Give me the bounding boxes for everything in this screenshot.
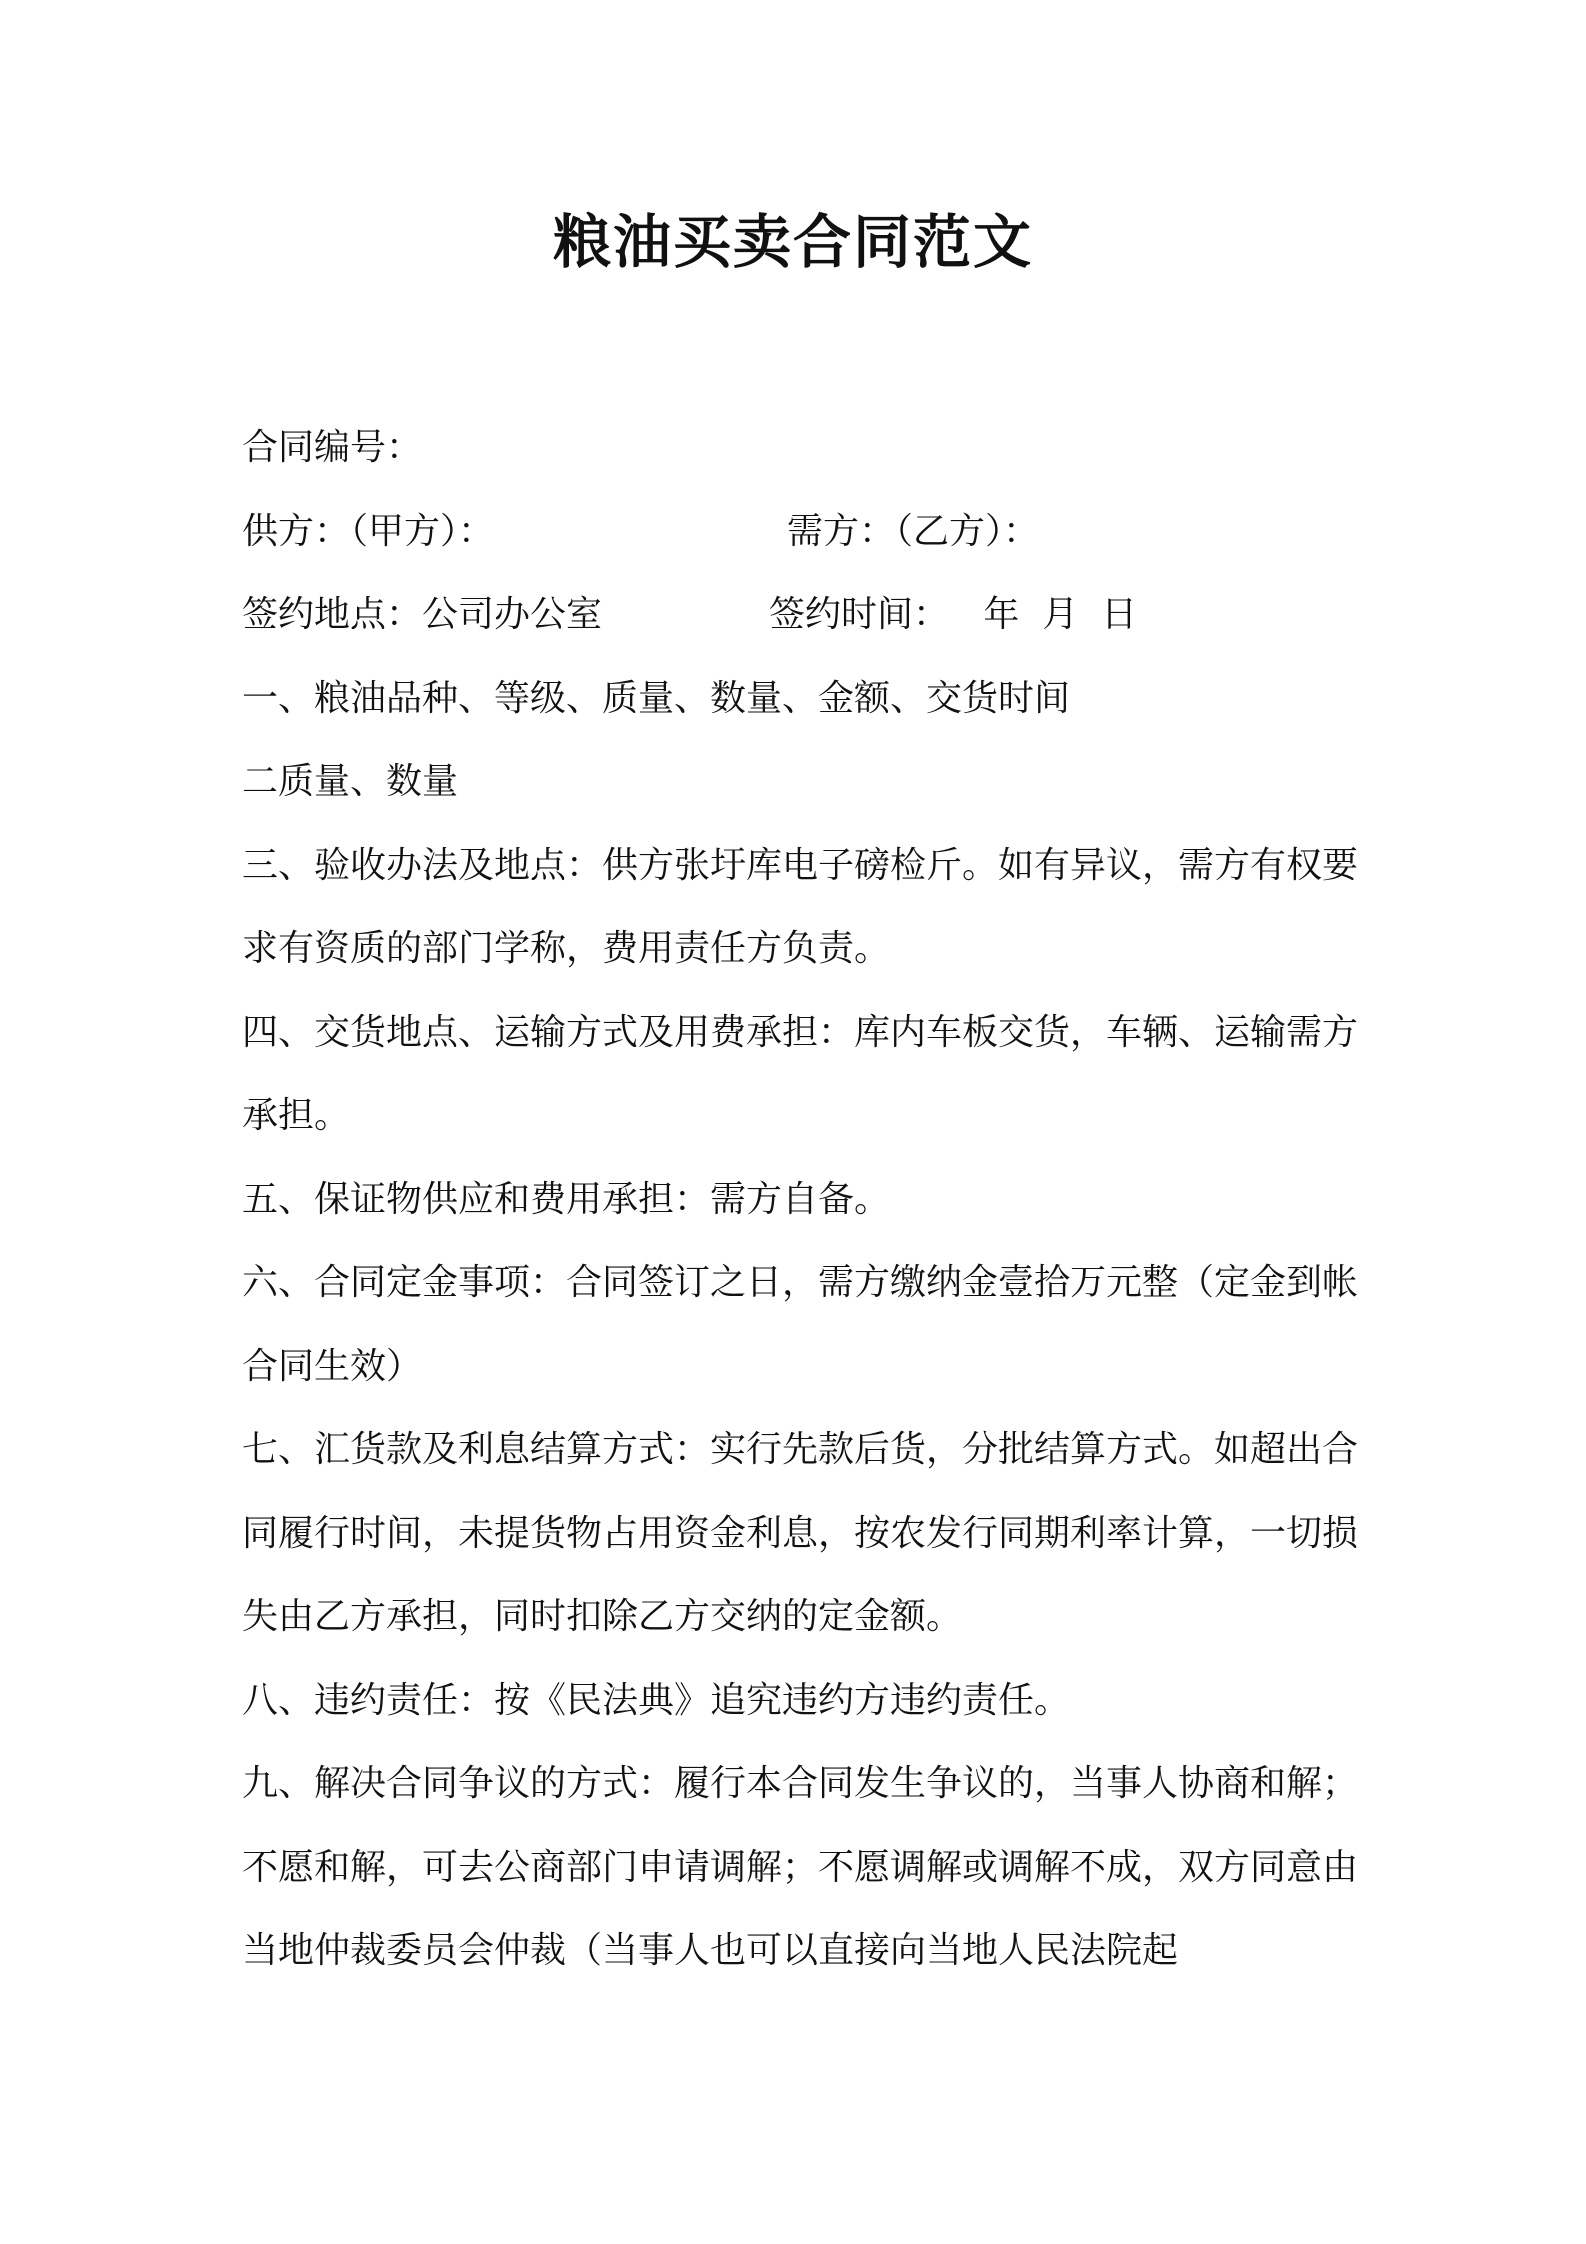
document-body [242, 406, 1359, 1993]
sign-place: 签约地点：公司办公室 [242, 594, 603, 635]
contract-number-line [242, 406, 1352, 490]
clause-6: 六、合同定金事项：合同签订之日，需方缴纳金壹拾万元整（定金到帐合同生效） [242, 1262, 1359, 1387]
signing-line [242, 573, 1352, 657]
supplier-label: 供方：（甲方）： [242, 510, 495, 552]
clause-8: 八、违约责任：按《民法典》追究违约方违约责任。 [242, 1679, 1071, 1721]
contract-number-label: 合同编号： [242, 427, 423, 468]
parties-line [242, 490, 1352, 574]
clause-3: 三、验收办法及地点：供方张圩库电子磅检斤。如有异议，需方有权要求有资质的部门学称，费用责任方负责。 [242, 844, 1359, 969]
clause-1: 一、粮油品种、等级、质量、数量、金额、交货时间 [242, 677, 1071, 719]
sign-time: 签约时间： 年 月 日 [769, 594, 1138, 635]
buyer-label: 需方：（乙方）： [787, 510, 1040, 552]
clause-9: 九、解决合同争议的方式：履行本合同发生争议的，当事人协商和解；不愿和解，可去公商部门申请调解；不愿调解或调解不成，双方同意由当地仲裁委员会仲裁（当事人也可以直接向当地人民法院起 [242, 1763, 1359, 1971]
clause-5: 五、保证物供应和费用承担：需方自备。 [242, 1178, 891, 1220]
document-title: 粮油买卖合同范文 [552, 208, 1033, 276]
clause-2: 二质量、数量 [242, 761, 459, 802]
clause-7: 七、汇货款及利息结算方式：实行先款后货，分批结算方式。如超出合同履行时间，未提货物占用资金利息，按农发行同期利率计算，一切损失由乙方承担，同时扣除乙方交纳的定金额。 [242, 1429, 1359, 1637]
clause-4: 四、交货地点、运输方式及用费承担：库内车板交货，车辆、运输需方承担。 [242, 1011, 1359, 1136]
